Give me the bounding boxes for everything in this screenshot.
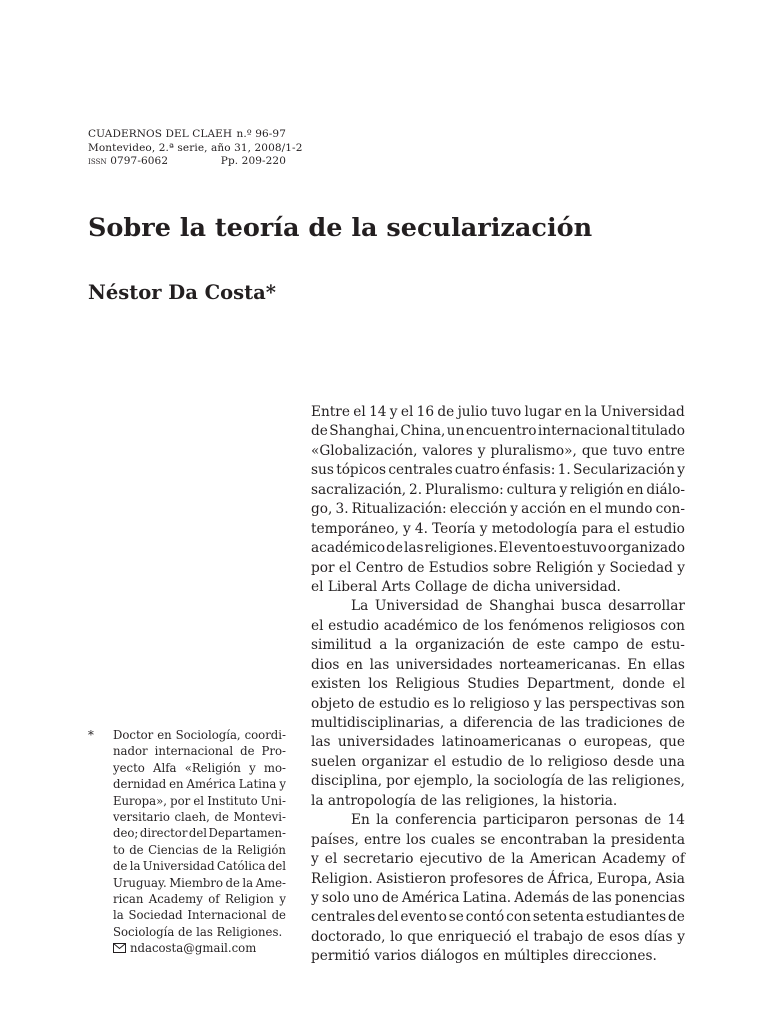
article-author: Néstor Da Costa* bbox=[88, 281, 276, 304]
footnote-line: de la Universidad Católica del bbox=[113, 859, 286, 874]
footnote-marker: * bbox=[88, 728, 94, 742]
body-line: de Shanghai, China, un encuentro internacional titulado bbox=[311, 423, 685, 440]
footnote-line: deo; director del Departamen- bbox=[113, 826, 286, 841]
body-line: go, 3. Ritualización: elección y acción en el mundo con- bbox=[311, 501, 685, 518]
body-line: y el secretario ejecutivo de la American Academy of bbox=[311, 851, 685, 868]
body-line: objeto de estudio es lo religioso y las perspectivas son bbox=[311, 695, 685, 712]
journal-name: CUADERNOS DEL CLAEH bbox=[88, 128, 233, 140]
body-line: académico de las religiones. El evento estuvo organizado bbox=[311, 540, 685, 557]
body-line: permitió varios diálogos en múltiples direcciones. bbox=[311, 948, 657, 965]
header-row-2 bbox=[88, 141, 303, 156]
body-line: «Globalización, valores y pluralismo», que tuvo entre bbox=[311, 442, 685, 459]
body-line: las universidades latinoamericanas o europeas, que bbox=[311, 734, 685, 751]
body-line: el Liberal Arts Collage de dicha universidad. bbox=[311, 578, 621, 595]
body-line: suelen organizar el estudio de lo religioso desde una bbox=[311, 753, 685, 770]
body-line: sus tópicos centrales cuatro énfasis: 1. Secularización y bbox=[311, 462, 685, 479]
body-line: Religion. Asistieron profesores de África, Europa, Asia bbox=[311, 870, 685, 887]
footnote-line: Sociología de las Religiones. bbox=[113, 924, 283, 939]
body-line: la antropología de las religiones, la historia. bbox=[311, 792, 618, 809]
body-line: disciplina, por ejemplo, la sociología de las religiones, bbox=[311, 773, 685, 790]
body-line: por el Centro de Estudios sobre Religión y Sociedad y bbox=[311, 559, 685, 576]
body-line: el estudio académico de los fenómenos religiosos con bbox=[311, 617, 685, 634]
footnote-line: Europa», por el Instituto Uni- bbox=[113, 793, 286, 808]
body-line: similitud a la organización de este campo de estu- bbox=[311, 637, 685, 654]
body-line: Entre el 14 y el 16 de julio tuvo lugar en la Universidad bbox=[311, 404, 685, 420]
body-line: La Universidad de Shanghai busca desarrollar bbox=[351, 598, 685, 615]
header-row-3 bbox=[88, 155, 286, 169]
issn bbox=[88, 155, 168, 169]
journal-header bbox=[88, 128, 303, 169]
body-line: sacralización, 2. Pluralismo: cultura y religión en diálo- bbox=[311, 481, 685, 498]
footnote-line: versitario claeh, de Montevi- bbox=[113, 809, 286, 824]
footnote-line: nador internacional de Pro- bbox=[113, 744, 286, 759]
body-line: doctorado, lo que enriqueció el trabajo de esos días y bbox=[311, 928, 685, 945]
body-line: existen los Religious Studies Department, donde el bbox=[311, 676, 685, 693]
header-row-1 bbox=[88, 128, 286, 142]
article-title: Sobre la teoría de la secularización bbox=[88, 213, 593, 243]
footnote-line: to de Ciencias de la Religión bbox=[113, 842, 286, 857]
footnote-line: Uruguay. Miembro de la Ame- bbox=[113, 875, 286, 890]
body-line: dios en las universidades norteamericanas. En ellas bbox=[311, 656, 685, 673]
place-series: Montevideo, 2.ª serie, año 31, 2008/1-2 bbox=[88, 141, 303, 154]
email-address: ndacosta@gmail.com bbox=[130, 941, 257, 956]
footnote-text bbox=[113, 727, 286, 956]
footnote-line: rican Academy of Religion y bbox=[113, 891, 286, 906]
author-email[interactable] bbox=[113, 940, 286, 956]
page-range: Pp. 209-220 bbox=[220, 155, 286, 167]
body-line: En la conferencia participaron personas de 14 bbox=[351, 812, 685, 829]
footnote-line: dernidad en América Latina y bbox=[113, 777, 286, 792]
issue-number: n.º 96-97 bbox=[236, 128, 286, 140]
body-line: multidisciplinarias, a diferencia de las tradiciones de bbox=[311, 715, 685, 731]
envelope-icon bbox=[113, 943, 126, 953]
footnote-line: la Sociedad Internacional de bbox=[113, 908, 286, 923]
issn-number: 0797-6062 bbox=[110, 155, 169, 167]
body-line: temporáneo, y 4. Teoría y metodología para el estudio bbox=[311, 520, 685, 537]
footnote-line: Doctor en Sociología, coordi- bbox=[113, 728, 286, 742]
body-line: países, entre los cuales se encontraban la presidenta bbox=[311, 831, 685, 848]
body-line: centrales del evento se contó con setenta estudiantes de bbox=[311, 909, 685, 926]
footnote-line: yecto Alfa «Religión y mo- bbox=[113, 760, 286, 775]
body-line: y solo uno de América Latina. Además de las ponencias bbox=[311, 889, 685, 906]
article-body bbox=[311, 403, 685, 967]
issn-label: issn bbox=[88, 155, 107, 167]
